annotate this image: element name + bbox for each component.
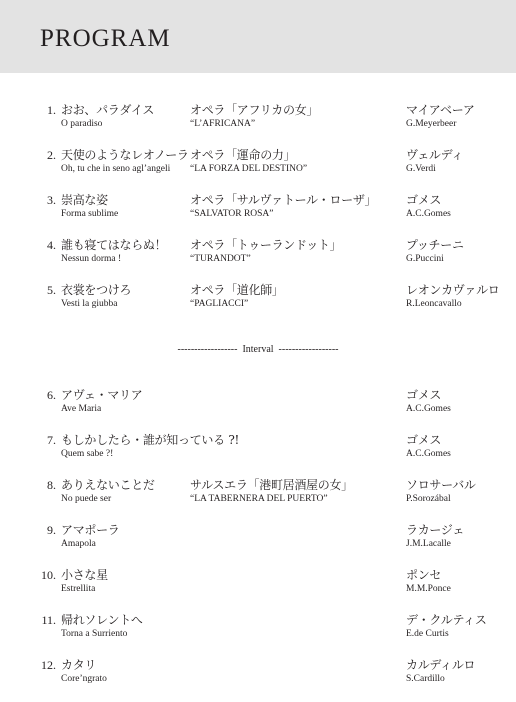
composer-name-jp: ゴメス [406,193,442,207]
composer-name-original: A.C.Gomes [406,449,451,459]
item-number: 7. [47,433,56,447]
item-number: 11. [41,613,56,627]
song-title-original: Forma sublime [61,209,119,219]
item-number: 1. [47,103,56,117]
song-title-original: Oh, tu che in seno agl’angeli [61,164,171,174]
item-number: 12. [41,658,56,672]
song-title-original: Nessun dorma ! [61,254,122,264]
composer-name-original: R.Leoncavallo [406,299,462,309]
song-title-jp: 小さな星 [61,568,108,582]
opera-title-original: “SALVATOR ROSA” [190,209,274,219]
song-title-jp: アマポーラ [61,523,120,537]
item-number: 3. [47,193,56,207]
program-item [0,478,516,508]
song-title-jp: カタリ [61,658,97,672]
composer-name-jp: ソロサーバル [406,478,476,492]
composer-name-original: M.M.Ponce [406,584,451,594]
song-title-original: Quem sabe ?! [61,449,114,459]
program-item [0,523,516,553]
composer-name-jp: デ・クルティス [406,613,487,627]
program-item [0,148,516,178]
composer-name-original: G.Puccini [406,254,444,264]
composer-name-original: J.M.Lacalle [406,539,451,549]
composer-name-jp: カルディルロ [406,658,476,672]
item-number: 4. [47,238,56,252]
song-title-original: Ave Maria [61,404,102,414]
item-number: 2. [47,148,56,162]
opera-title-original: “LA FORZA DEL DESTINO” [190,164,308,174]
program-item [0,388,516,418]
opera-title-jp: オペラ「運命の力」 [190,148,296,162]
song-title-jp: ありえないことだ [61,478,155,492]
composer-name-jp: レオンカヴァルロ [406,283,500,297]
song-title-jp: 帰れソレントへ [61,613,143,627]
opera-title-original: “LA TABERNERA DEL PUERTO” [190,494,328,504]
song-title-original: Estrellita [61,584,96,594]
song-title-jp: 崇高な姿 [61,193,108,207]
composer-name-original: A.C.Gomes [406,404,451,414]
opera-title-jp: オペラ「アフリカの女」 [190,103,319,117]
song-title-jp: 衣裳をつけろ [61,283,132,297]
composer-name-original: P.Sorozábal [406,494,451,504]
song-title-original: O paradiso [61,119,103,129]
song-title-jp: おお、パラダイス [61,103,155,117]
item-number: 8. [47,478,56,492]
composer-name-original: E.de Curtis [406,629,449,639]
program-item [0,658,516,688]
program-item [0,193,516,223]
composer-name-original: G.Meyerbeer [406,119,457,129]
composer-name-jp: ゴメス [406,388,442,402]
song-title-original: Vesti la giubba [61,299,118,309]
song-title-original: Amapola [61,539,96,549]
opera-title-original: “L’AFRICANA” [190,119,256,129]
header-bar [0,0,516,73]
item-number: 9. [47,523,56,537]
opera-title-original: “PAGLIACCI” [190,299,249,309]
composer-name-jp: ラカージェ [406,523,465,537]
song-title-jp: アヴェ・マリア [61,388,143,402]
page-title: PROGRAM [40,25,171,52]
program-item [0,568,516,598]
item-number: 6. [47,388,56,402]
song-title-original: No puede ser [61,494,112,504]
opera-title-jp: オペラ「トゥーランドット」 [190,238,342,252]
composer-name-jp: ポンセ [406,568,442,582]
opera-title-jp: オペラ「道化師」 [190,283,284,297]
song-title-jp: もしかしたら・誰が知っている ?! [61,433,239,447]
opera-title-jp: サルスエラ「港町居酒屋の女」 [190,478,353,492]
interval-divider: ------------------ Interval ------------------ [177,344,339,355]
item-number: 5. [47,283,56,297]
composer-name-jp: プッチーニ [406,238,464,252]
song-title-jp: 天使のようなレオノーラ [61,148,189,162]
composer-name-original: A.C.Gomes [406,209,451,219]
item-number: 10. [41,568,56,582]
composer-name-original: G.Verdi [406,164,436,174]
program-item [0,103,516,133]
composer-name-original: S.Cardillo [406,674,445,684]
program-item [0,283,516,313]
composer-name-jp: ゴメス [406,433,442,447]
song-title-original: Core’ngrato [61,674,107,684]
opera-title-jp: オペラ「サルヴァトール・ローザ」 [190,193,377,207]
opera-title-original: “TURANDOT” [190,254,251,264]
composer-name-jp: ヴェルディ [406,148,464,162]
program-item [0,613,516,643]
song-title-original: Torna a Surriento [61,629,128,639]
program-item [0,433,516,463]
program-item [0,238,516,268]
composer-name-jp: マイアベーア [406,103,475,117]
song-title-jp: 誰も寝てはならぬ！ [61,238,167,252]
